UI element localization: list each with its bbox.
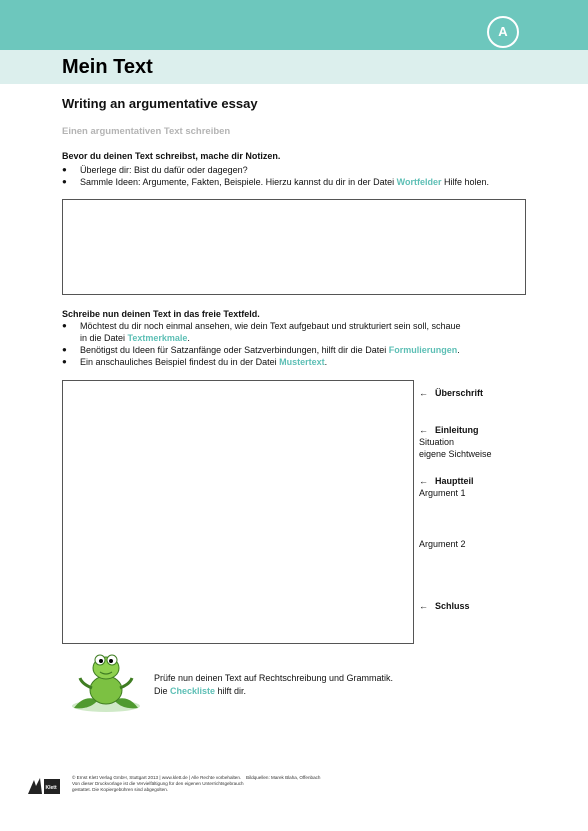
structure-label: Schluss (435, 601, 470, 611)
left-arrow-icon: ← (419, 476, 428, 486)
bullet-text: Überlege dir: Bist du dafür oder dagegen? (80, 165, 248, 175)
wortfelder-link[interactable]: Wortfelder (396, 177, 442, 187)
list-item (62, 320, 502, 344)
einleitung-sichtweise: eigene Sichtweise (419, 449, 492, 459)
bullet-text: Ein anschauliches Beispiel findest du in der Datei (80, 357, 280, 367)
label-ueberschrift (419, 387, 483, 399)
footer-copyright: © Ernst Klett Verlag GmbH, Stuttgart 2013 | www.klett.de | Alle Rechte vorbehalten. Von dieser Druckvorlage ist die Vervielfältigung für den eigenen Unterrichtsgebrauch gestattet. Die Kopiergebühren sind abgegolten. (72, 775, 244, 792)
section2-list (62, 320, 502, 368)
list-item (62, 164, 502, 176)
klett-logo-icon (26, 776, 62, 796)
closing-line: Prüfe nun deinen Text auf Rechtschreibung und Grammatik. (154, 673, 393, 683)
frog-mascot-icon (68, 650, 144, 714)
label-schluss (419, 600, 470, 612)
closing-line: hilft dir. (215, 686, 247, 696)
header-bar (0, 0, 588, 50)
hauptteil-argument1: Argument 1 (419, 488, 466, 498)
label-einleitung (419, 424, 492, 460)
left-arrow-icon: ← (419, 388, 428, 398)
section1-list (62, 164, 502, 188)
bullet-text: . (324, 357, 328, 367)
bullet-text: Möchtest du dir noch einmal ansehen, wie dein Text aufgebaut und strukturiert sein soll, schaue (80, 321, 461, 331)
mustertext-link[interactable]: Mustertext (279, 357, 325, 367)
bullet-text: in die Datei (80, 333, 128, 343)
bullet-text: . (187, 333, 190, 343)
textmerkmale-link[interactable]: Textmerkmale (127, 333, 188, 343)
closing-line: Die (154, 686, 171, 696)
level-badge: A (487, 16, 519, 48)
structure-label: Einleitung (435, 425, 479, 435)
bullet-text: Hilfe holen. (441, 177, 490, 187)
closing-text (154, 672, 393, 698)
footer-credit: Bildquellen: Marek Blaha, Offenbach (246, 775, 321, 780)
logo-text: Klett (45, 785, 57, 791)
bullet-text: . (457, 345, 460, 355)
hauptteil-argument2: Argument 2 (419, 539, 466, 549)
section1-title: Bevor du deinen Text schreibst, mache dir Notizen. (62, 151, 281, 161)
label-hauptteil (419, 475, 474, 499)
list-item (62, 176, 502, 188)
notes-textbox[interactable] (62, 199, 526, 295)
bullet-text: Sammle Ideen: Argumente, Fakten, Beispiele. Hierzu kannst du dir in der Datei (80, 177, 397, 187)
structure-label: Hauptteil (435, 476, 474, 486)
label-argument2 (419, 538, 466, 550)
bullet-text: Benötigst du Ideen für Satzanfänge oder Satzverbindungen, hilft dir die Datei (80, 345, 389, 355)
left-arrow-icon: ← (419, 601, 428, 611)
left-arrow-icon: ← (419, 425, 428, 435)
worksheet-heading: Writing an argumentative essay (62, 96, 258, 111)
section2-title: Schreibe nun deinen Text in das freie Textfeld. (62, 309, 260, 319)
worksheet-subheading: Einen argumentativen Text schreiben (62, 126, 231, 137)
formulierungen-link[interactable]: Formulierungen (388, 345, 458, 355)
essay-textbox[interactable] (62, 380, 414, 644)
page-title: Mein Text (62, 56, 153, 78)
structure-label: Überschrift (435, 388, 484, 398)
einleitung-situation: Situation (419, 437, 455, 447)
list-item (62, 344, 502, 356)
checkliste-link[interactable]: Checkliste (170, 686, 216, 696)
list-item (62, 356, 502, 368)
